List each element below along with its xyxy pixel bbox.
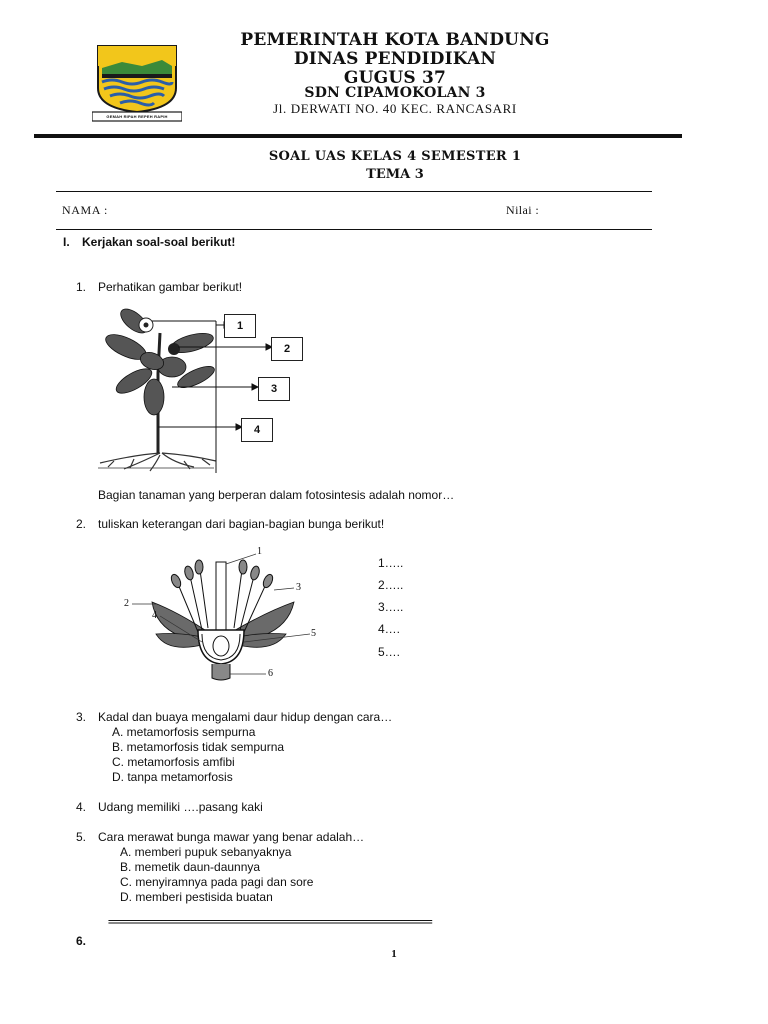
section-numeral: I.: [63, 235, 70, 249]
flower-label-4: 4: [152, 610, 157, 621]
answer-line-2: 2…..: [378, 578, 404, 592]
separator-line: =====================================================================================: [108, 918, 432, 928]
answer-line-5: 5….: [378, 645, 401, 659]
logo-banner-text: GEMAH RIPAH REPEH RAPIH: [106, 114, 168, 119]
question-number: 5.: [75, 830, 86, 844]
label-box-2: 2: [271, 337, 303, 361]
page-number: 1: [391, 948, 397, 960]
identity-bottom-line: [56, 229, 652, 230]
question-number: 6.: [75, 934, 86, 948]
answer-line-1: 1…..: [378, 556, 404, 570]
option-item: C. menyiramnya pada pagi dan sore: [120, 875, 314, 889]
score-label: Nilai :: [506, 203, 540, 217]
flower-label-3: 3: [296, 582, 301, 593]
answer-line-4: 4….: [378, 622, 401, 636]
question-number: 1.: [75, 280, 86, 294]
exam-theme: TEMA 3: [366, 167, 424, 182]
option-item: A. memberi pupuk sebanyaknya: [120, 845, 292, 859]
question-text: Perhatikan gambar berikut!: [98, 280, 243, 294]
flower-cross-section-diagram: [118, 546, 328, 686]
flower-label-6: 6: [268, 668, 273, 679]
option-item: C. metamorfosis amfibi: [112, 755, 235, 769]
exam-title: SOAL UAS KELAS 4 SEMESTER 1: [268, 149, 522, 164]
header-divider: [34, 134, 682, 138]
option-item: B. memetik daun-daunnya: [120, 860, 261, 874]
flower-label-5: 5: [311, 628, 316, 639]
city-logo: [92, 42, 182, 122]
question-text: Kadal dan buaya mengalami daur hidup dengan cara…: [98, 710, 393, 724]
answer-line-3: 3…..: [378, 600, 404, 614]
label-box-3: 3: [258, 377, 290, 401]
question-number: 4.: [75, 800, 86, 814]
option-item: B. metamorfosis tidak sempurna: [112, 740, 285, 754]
question-text: Udang memiliki ….pasang kaki: [98, 800, 263, 814]
question-followup: Bagian tanaman yang berperan dalam fotosintesis adalah nomor…: [98, 488, 455, 502]
section-instruction: Kerjakan soal-soal berikut!: [82, 235, 236, 249]
header-school: SDN CIPAMOKOLAN 3: [304, 85, 486, 101]
label-box-1: 1: [224, 314, 256, 338]
option-item: D. tanpa metamorfosis: [112, 770, 233, 784]
identity-top-line: [56, 191, 652, 192]
flower-label-1: 1: [257, 546, 262, 557]
option-item: D. memberi pestisida buatan: [120, 890, 273, 904]
question-text: Cara merawat bunga mawar yang benar adalah…: [98, 830, 365, 844]
header-office: DINAS PENDIDIKAN: [293, 49, 497, 69]
question-text: tuliskan keterangan dari bagian-bagian bunga berikut!: [98, 517, 385, 531]
question-number: 3.: [75, 710, 86, 724]
name-label: NAMA :: [62, 203, 108, 217]
header-government: PEMERINTAH KOTA BANDUNG: [240, 30, 550, 50]
label-box-4: 4: [241, 418, 273, 442]
question-number: 2.: [75, 517, 86, 531]
header-cluster: GUGUS 37: [343, 68, 447, 88]
option-item: A. metamorfosis sempurna: [112, 725, 256, 739]
header-address: Jl. DERWATI NO. 40 KEC. RANCASARI: [273, 101, 517, 116]
flower-label-2: 2: [124, 598, 129, 609]
